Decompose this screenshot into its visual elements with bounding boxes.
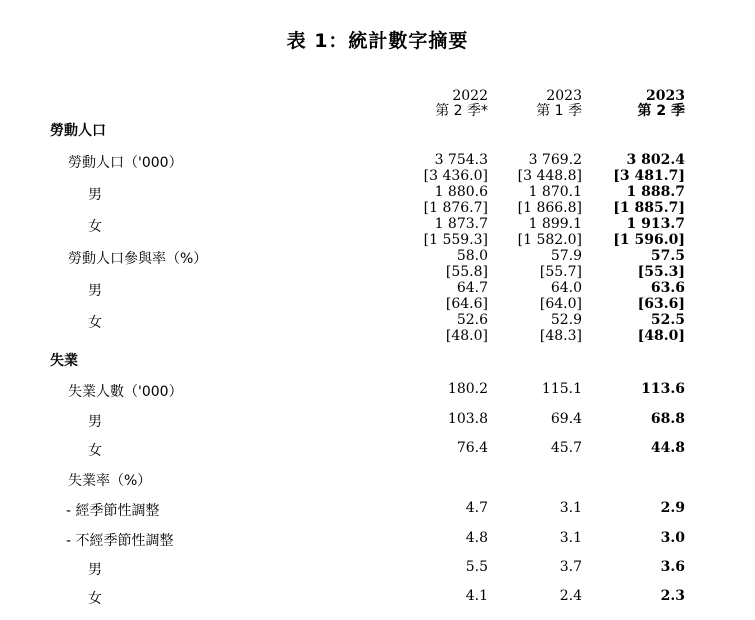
value-cell: 1 913.7 [1 596.0] [613,216,685,248]
column-year: 2023 [646,88,685,104]
table-row [0,248,755,280]
table-row [0,500,755,532]
row-label: - 經季節性調整 [66,503,160,519]
value-cell: 1 888.7 [1 885.7] [613,184,685,216]
row-label: 失業率（%） [68,473,152,489]
row-label: 勞動人口（'000） [68,155,183,171]
row-label: - 不經季節性調整 [66,533,174,549]
value-cell: 57.5 [55.3] [637,248,685,280]
table-row [0,312,755,344]
value-cell: 103.8 [447,411,488,427]
value-cell: 64.7 [64.6] [445,280,488,312]
value-cell: 113.6 [641,381,685,397]
section-heading-unemployment: 失業 [50,353,78,369]
row-label: 勞動人口參與率（%） [68,251,208,267]
value-cell: 3 754.3 [3 436.0] [423,152,488,184]
value-cell: 1 880.6 [1 876.7] [423,184,488,216]
value-cell: 2.3 [660,588,685,604]
value-cell: 58.0 [55.8] [445,248,488,280]
value-cell: 68.8 [650,411,685,427]
table-row [0,184,755,216]
row-label: 失業人數（'000） [68,384,183,400]
table-row [0,381,755,413]
row-label: 女 [88,591,102,607]
value-cell: 44.8 [650,440,685,456]
section-heading-labour-force: 勞動人口 [50,123,106,139]
value-cell: 3.6 [660,559,685,575]
value-cell: 3.7 [559,559,582,575]
value-cell: 3.0 [660,530,685,546]
value-cell: 1 870.1 [1 866.8] [517,184,582,216]
value-cell: 52.9 [48.3] [539,312,582,344]
column-year: 2023 [546,88,582,104]
table-row [0,530,755,562]
value-cell: 1 873.7 [1 559.3] [423,216,488,248]
value-cell: 52.5 [48.0] [637,312,685,344]
value-cell: 1 899.1 [1 582.0] [517,216,582,248]
value-cell: 180.2 [447,381,488,397]
table-row [0,280,755,312]
value-cell: 2.9 [660,500,685,516]
row-label: 女 [88,443,102,459]
value-cell: 2.4 [559,588,582,604]
value-cell: 4.7 [465,500,488,516]
column-year: 2022 [452,88,488,104]
table-row [0,152,755,184]
value-cell: 69.4 [550,411,582,427]
table-title: 表 1：統計數字摘要 [286,30,469,52]
column-quarter: 第 1 季 [536,103,582,119]
row-label: 男 [88,414,102,430]
value-cell: 45.7 [550,440,582,456]
table-row [0,216,755,248]
row-label: 女 [88,219,102,235]
row-label: 男 [88,562,102,578]
row-label: 女 [88,315,102,331]
value-cell: 115.1 [541,381,582,397]
value-cell: 63.6 [63.6] [637,280,685,312]
value-cell: 5.5 [465,559,488,575]
row-label: 男 [88,187,102,203]
table-row [0,588,755,620]
table-row [0,470,755,502]
value-cell: 76.4 [456,440,488,456]
row-label: 男 [88,283,102,299]
value-cell: 4.8 [465,530,488,546]
column-quarter: 第 2 季* [435,103,488,119]
table-row [0,559,755,591]
column-header-2023-q1 [472,89,582,119]
table-row [0,411,755,443]
value-cell: 64.0 [64.0] [539,280,582,312]
value-cell: 3.1 [559,530,582,546]
value-cell: 52.6 [48.0] [445,312,488,344]
column-quarter: 第 2 季 [637,103,685,119]
value-cell: 3 802.4 [3 481.7] [613,152,685,184]
value-cell: 3 769.2 [3 448.8] [517,152,582,184]
column-header-2023-q2 [575,89,685,119]
value-cell: 3.1 [559,500,582,516]
value-cell: 57.9 [55.7] [539,248,582,280]
value-cell: 4.1 [465,588,488,604]
table-row [0,440,755,472]
